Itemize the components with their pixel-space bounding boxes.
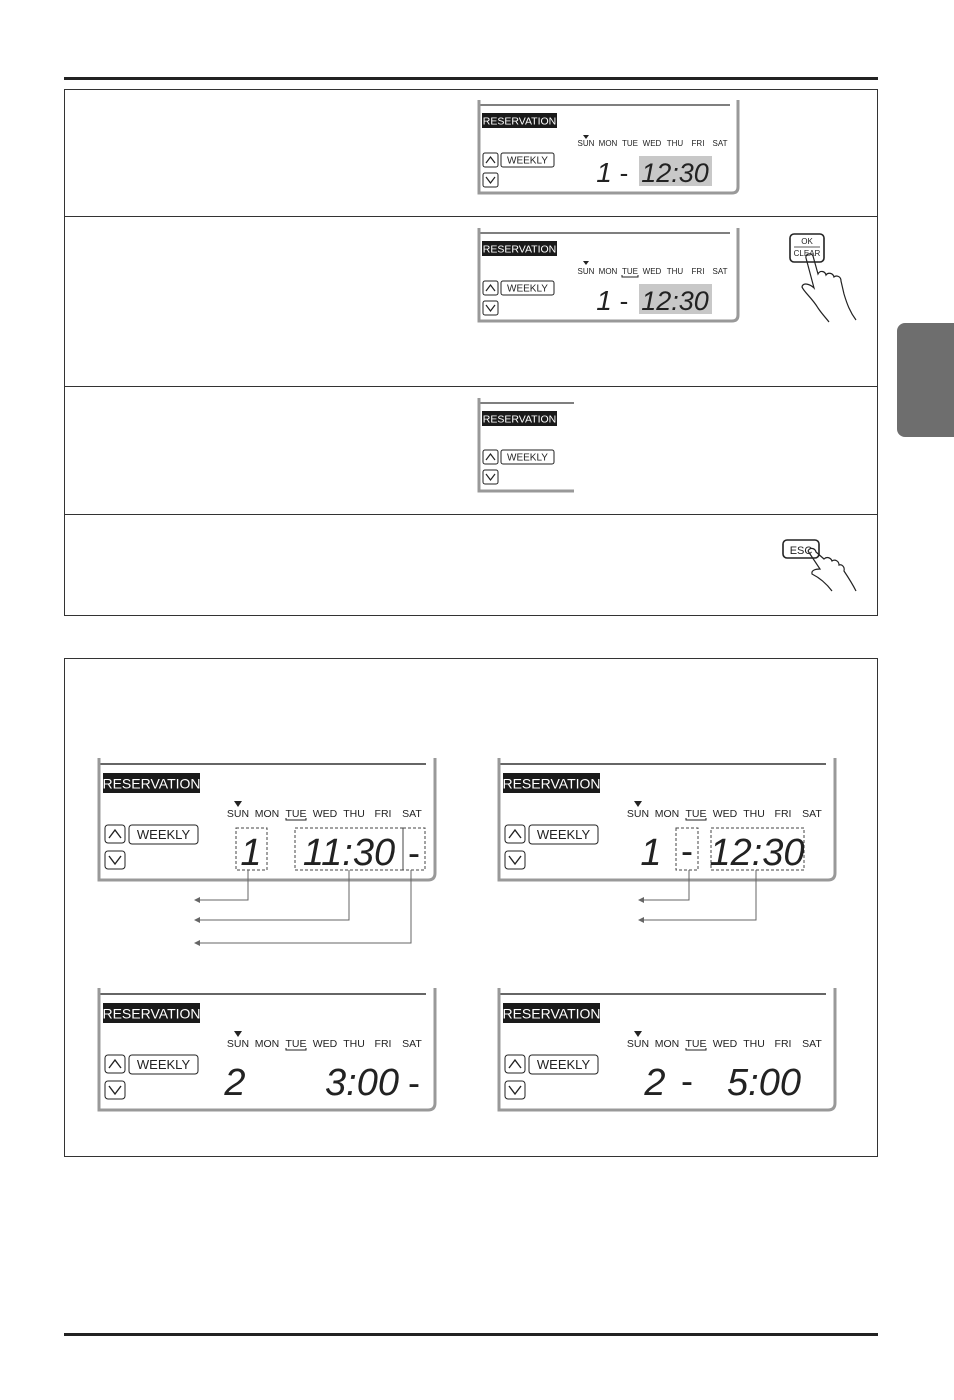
svg-text:THU: THU xyxy=(343,1038,365,1050)
svg-text:THU: THU xyxy=(343,808,365,820)
separator-dash: - xyxy=(619,286,629,316)
reservation-label: RESERVATION xyxy=(102,775,201,792)
svg-text:SUN: SUN xyxy=(226,808,250,820)
svg-text:TUE: TUE xyxy=(285,1038,307,1050)
program-number: 2 xyxy=(224,1062,246,1104)
steps-table xyxy=(64,89,878,616)
day-labels xyxy=(578,267,728,276)
row-divider xyxy=(64,386,878,387)
separator-dash: - xyxy=(408,832,420,873)
down-arrow-button[interactable] xyxy=(505,851,525,869)
down-arrow-button[interactable] xyxy=(105,851,125,869)
svg-text:WED: WED xyxy=(312,808,338,820)
time-value: 3:00 xyxy=(325,1062,399,1104)
program-number: 1 xyxy=(240,832,262,874)
up-arrow-button[interactable] xyxy=(105,825,125,843)
down-arrow-button[interactable] xyxy=(505,1081,525,1099)
svg-text:MON: MON xyxy=(654,1038,680,1050)
day-labels xyxy=(627,1038,822,1050)
step2-display-panel xyxy=(474,226,744,328)
time-value: 11:30 xyxy=(302,832,396,874)
day-labels xyxy=(578,139,728,148)
program-number: 2 xyxy=(644,1062,666,1104)
svg-text:FRI: FRI xyxy=(774,808,792,820)
weekly-button-label: WEEKLY xyxy=(136,827,191,842)
svg-text:SAT: SAT xyxy=(402,808,422,820)
row-divider xyxy=(64,216,878,217)
ok-clear-hand-illustration xyxy=(784,230,864,325)
down-arrow-button[interactable] xyxy=(483,470,498,484)
program-number: 1 xyxy=(596,157,612,188)
esc-hand-illustration xyxy=(778,535,864,595)
svg-text:MON: MON xyxy=(654,808,680,820)
weekly-button-label: WEEKLY xyxy=(507,283,548,295)
program-number: 1 xyxy=(596,285,612,316)
up-arrow-button[interactable] xyxy=(505,1055,525,1073)
time-value: 12:30 xyxy=(641,158,709,188)
reservation-label: RESERVATION xyxy=(102,1005,201,1022)
svg-text:WED: WED xyxy=(712,1038,738,1050)
time-value: 5:00 xyxy=(727,1062,801,1104)
svg-text:SAT: SAT xyxy=(712,139,728,148)
weekly-button-label: WEEKLY xyxy=(536,1057,591,1072)
svg-text:MON: MON xyxy=(254,1038,280,1050)
up-arrow-button[interactable] xyxy=(483,450,498,464)
day-labels xyxy=(227,1038,422,1050)
top-rule xyxy=(64,77,878,80)
up-arrow-button[interactable] xyxy=(483,153,498,167)
up-arrow-button[interactable] xyxy=(483,281,498,295)
reservation-label: RESERVATION xyxy=(482,243,557,256)
clear-button-label: CLEAR xyxy=(793,249,821,258)
svg-text:MON: MON xyxy=(598,139,618,148)
current-day-marker-icon xyxy=(634,801,642,807)
svg-text:SUN: SUN xyxy=(626,1038,650,1050)
step3-display-panel xyxy=(474,396,584,496)
row-divider xyxy=(64,514,878,515)
example1-display-panel xyxy=(92,756,442,951)
svg-text:THU: THU xyxy=(743,1038,765,1050)
svg-text:SUN: SUN xyxy=(626,808,650,820)
svg-text:SUN: SUN xyxy=(226,1038,250,1050)
step1-display-panel xyxy=(474,98,744,200)
svg-text:FRI: FRI xyxy=(691,267,705,276)
current-day-marker-icon xyxy=(234,1031,242,1037)
svg-text:THU: THU xyxy=(743,808,765,820)
callout-line xyxy=(644,870,756,920)
time-value: 12:30 xyxy=(709,832,805,874)
up-arrow-button[interactable] xyxy=(105,1055,125,1073)
svg-text:SUN: SUN xyxy=(577,267,595,276)
svg-text:TUE: TUE xyxy=(285,808,307,820)
current-day-marker-icon xyxy=(583,261,589,265)
current-day-marker-icon xyxy=(234,801,242,807)
svg-text:FRI: FRI xyxy=(691,139,705,148)
svg-text:SAT: SAT xyxy=(802,1038,822,1050)
callout-line xyxy=(200,870,349,920)
time-value: 12:30 xyxy=(641,286,709,316)
hand-icon xyxy=(802,254,856,322)
svg-text:THU: THU xyxy=(666,139,684,148)
svg-text:TUE: TUE xyxy=(685,1038,707,1050)
svg-text:MON: MON xyxy=(598,267,618,276)
program-number: 1 xyxy=(640,832,662,874)
svg-text:WED: WED xyxy=(712,808,738,820)
svg-text:TUE: TUE xyxy=(685,808,707,820)
weekly-button-label: WEEKLY xyxy=(507,155,548,167)
weekly-button-label: WEEKLY xyxy=(507,452,548,464)
reservation-label: RESERVATION xyxy=(502,775,601,792)
callout-line xyxy=(644,870,689,900)
day-labels xyxy=(627,808,822,820)
svg-text:TUE: TUE xyxy=(622,139,638,148)
separator-dash: - xyxy=(681,830,693,871)
day-labels xyxy=(227,808,422,820)
up-arrow-button[interactable] xyxy=(505,825,525,843)
reservation-label: RESERVATION xyxy=(482,115,557,128)
svg-text:TUE: TUE xyxy=(622,267,638,276)
chapter-tab xyxy=(897,323,954,437)
current-day-marker-icon xyxy=(634,1031,642,1037)
svg-text:SAT: SAT xyxy=(802,808,822,820)
svg-text:WED: WED xyxy=(312,1038,338,1050)
example4-display-panel xyxy=(492,986,842,1116)
separator-dash: - xyxy=(408,1062,420,1103)
callout-line xyxy=(200,870,248,900)
weekly-button-label: WEEKLY xyxy=(536,827,591,842)
svg-text:SAT: SAT xyxy=(712,267,728,276)
esc-button-label: ESC xyxy=(789,545,813,557)
separator-dash: - xyxy=(619,158,629,188)
svg-text:SUN: SUN xyxy=(577,139,595,148)
example2-display-panel xyxy=(492,756,842,931)
svg-text:SAT: SAT xyxy=(402,1038,422,1050)
svg-text:WED: WED xyxy=(642,139,662,148)
svg-text:FRI: FRI xyxy=(374,1038,392,1050)
reservation-label: RESERVATION xyxy=(502,1005,601,1022)
svg-text:THU: THU xyxy=(666,267,684,276)
weekly-button-label: WEEKLY xyxy=(136,1057,191,1072)
ok-button-label: OK xyxy=(801,237,813,246)
svg-text:WED: WED xyxy=(642,267,662,276)
bottom-rule xyxy=(64,1333,878,1336)
down-arrow-button[interactable] xyxy=(483,173,498,187)
down-arrow-button[interactable] xyxy=(483,301,498,315)
down-arrow-button[interactable] xyxy=(105,1081,125,1099)
reservation-label: RESERVATION xyxy=(482,413,557,426)
svg-text:FRI: FRI xyxy=(774,1038,792,1050)
svg-text:MON: MON xyxy=(254,808,280,820)
example3-display-panel xyxy=(92,986,442,1116)
separator-dash: - xyxy=(681,1060,693,1101)
svg-text:FRI: FRI xyxy=(374,808,392,820)
